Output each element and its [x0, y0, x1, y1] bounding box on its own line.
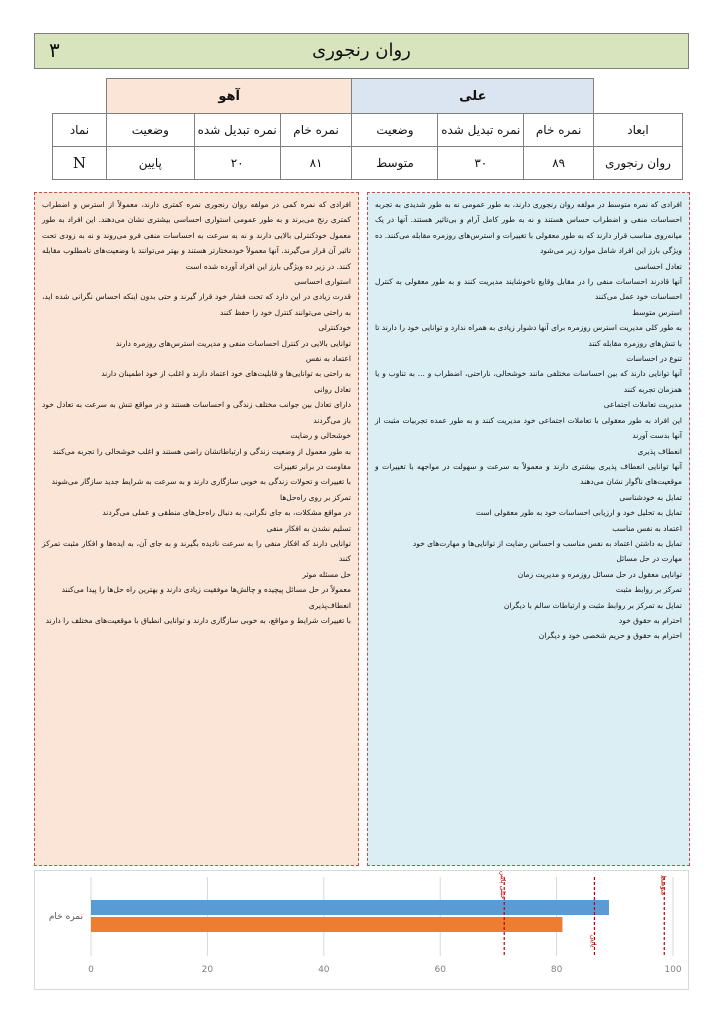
ali-status-cell: متوسط: [352, 147, 438, 180]
ali-paragraph: این افراد به طور معقولی با تعاملات اجتماعی خود مدیریت کنند و به طور عمده تجربیات مثبت از آنها بدست آورند: [375, 415, 682, 441]
ahoo-raw-cell: ۸۱: [280, 147, 352, 180]
ahoo-paragraph: به طور معمول از وضعیت زندگی و ارتباطاتشان راضی هستند و اغلب خوشحالی را تجربه می‌کنند: [52, 446, 351, 456]
ahoo-paragraph: در مواقع مشکلات، به جای نگرانی، به دنبال راه‌حل‌های منطقی و عملی می‌گردند: [102, 508, 351, 518]
ali-paragraph: تمایل به تمرکز بر روابط مثبت و ارتباطات سالم با دیگران: [503, 600, 682, 610]
ahoo-paragraph: تسلیم نشدن به افکار منفی: [266, 523, 351, 533]
ali-paragraph: تعادل احساسی: [634, 261, 682, 271]
score-chart: [34, 870, 689, 990]
ahoo-paragraph: مقاومت در برابر تغییرات: [273, 461, 351, 471]
person-header-ahoo: آهو: [106, 79, 352, 114]
column-header-ali-raw: نمره خام: [524, 114, 594, 147]
ali-paragraph: استرس متوسط: [632, 307, 682, 317]
ahoo-paragraph: به راحتی به توانایی‌ها و قابلیت‌های خود اعتماد دارند و اغلب از خود اطمینان دارند: [101, 369, 351, 379]
symbol-cell: N: [53, 147, 107, 180]
ahoo-paragraph: تمرکز بر روی راه‌حل‌ها: [280, 492, 351, 502]
ali-paragraph: توانایی معقول در حل مسائل روزمره و مدیریت زمان: [517, 569, 682, 579]
ali-converted-cell: ۳۰: [438, 147, 524, 180]
person-header-ali: علی: [352, 79, 594, 114]
ahoo-paragraph: قدرت زیادی در این دارد که تحت فشار خود قرار گیرند و حتی بدون اینکه احساس نگرانی شده اید، به راحتی می‌توانند کنترل خود را حفظ کنند: [42, 292, 351, 317]
column-header-ahoo-status: وضعیت: [106, 114, 194, 147]
bar: [91, 917, 562, 932]
ahoo-paragraph: تعادل روانی: [314, 384, 351, 394]
ali-paragraph: تنوع در احساسات: [626, 354, 682, 364]
reference-line-label: خیلی پایین: [499, 871, 508, 900]
score-table: [52, 78, 683, 180]
ahoo-paragraph: اعتماد به نفس: [305, 354, 351, 364]
ali-paragraph: آنها قادرند احساسات منفی را در مقابل وقایع ناخوشایند مدیریت کنند و به طور معقولی به کنترل احساسات خود عمل می‌کنند: [375, 277, 682, 302]
ali-paragraph: تمایل به داشتن اعتماد به نفس مناسب و احساس رضایت از توانایی‌ها و مهارت‌های خود: [412, 538, 682, 548]
ali-paragraph: احترام به حقوق و حریم شخصی خود و دیگران: [538, 631, 682, 641]
page-title: روان رنجوری: [312, 40, 411, 61]
x-tick-label: 80: [550, 965, 563, 975]
column-header-symbol: نماد: [53, 114, 107, 147]
x-tick-label: 20: [201, 965, 214, 975]
ali-description-panel: [367, 192, 690, 866]
ahoo-paragraph: توانایی دارند که افکار منفی را به سرعت نادیده بگیرند و به جای آن، به ایده‌ها و افکار مثبت تمرکز کنند: [42, 538, 351, 564]
ahoo-paragraph: افرادی که نمره کمی در مولفه روان رنجوری نمره کمتری دارند، معمولاً از استرس و اضطراب کمتری رنج می‌برند و به طور عمومی استواری احساسی بیشتری نشان می‌دهند. این افراد به طور معمول خودکنترلی بالایی دارند و نه به سرعت به احساسات منفی فرو می‌روند و نه به زودی تحت تاثیر آن قرار می‌گیرند. آنها معمولاً خودمختارتر هستند و بهتر می‌توانند با وضعیت‌های نامطلوب مقابله کنند. در زیر ده ویژگی بارز این افراد آورده شده است: [42, 200, 351, 271]
ahoo-paragraph: توانایی بالایی در کنترل احساسات منفی و مدیریت استرس‌های روزمره دارند: [115, 338, 351, 348]
chart-svg: [35, 871, 690, 991]
table-row: [53, 147, 683, 180]
ali-paragraph: تمایل به تحلیل خود و ارزیابی احساسات خود به طور معقولی است: [476, 508, 682, 518]
column-header-ali-status: وضعیت: [352, 114, 438, 147]
ahoo-paragraph: معمولاً در حل مسائل پیچیده و چالش‌ها موفقیت زیادی دارند و بهترین راه حل‌ها را پیدا می‌کنند: [61, 585, 351, 595]
dimension-cell: روان رنجوری: [594, 147, 683, 180]
ahoo-paragraph: حل مسئله موثر: [302, 569, 351, 579]
ahoo-paragraph: استواری احساسی: [294, 277, 351, 287]
ahoo-paragraph: انعطاف‌پذیری: [308, 600, 351, 610]
ali-paragraph: مهارت در حل مسائل: [616, 554, 682, 564]
reference-line-label: متوسط: [659, 874, 668, 896]
x-tick-label: 60: [434, 965, 446, 975]
bar: [91, 900, 609, 915]
ali-paragraph: مدیریت تعاملات اجتماعی: [603, 400, 682, 410]
x-tick-label: 0: [88, 965, 94, 975]
ali-raw-cell: ۸۹: [524, 147, 594, 180]
ali-paragraph: تمرکز بر روابط مثبت: [615, 585, 682, 595]
ali-paragraph: آنها توانایی دارند که بین احساسات مختلفی مانند خوشحالی، ناراحتی، اضطراب و ... به تناوب و یا همزمان تجربه کنند: [375, 369, 682, 394]
column-header-ali-converted: نمره تبدیل شده: [438, 114, 524, 147]
ali-paragraph: آنها توانایی انعطاف پذیری بیشتری دارند و معمولاً به سرعت و سهولت در مواجهه با تغییرات و موقعیت‌های ناگوار نشان می‌دهند: [375, 461, 682, 487]
column-header-ahoo-converted: نمره تبدیل شده: [194, 114, 280, 147]
column-header-dimension: ابعاد: [594, 114, 683, 147]
ali-paragraph: انعطاف پذیری: [637, 446, 682, 456]
category-label: نمره خام: [48, 912, 83, 922]
ali-paragraph: اعتماد به نفس مناسب: [612, 523, 682, 533]
ali-paragraph: به طور کلی مدیریت استرس روزمره برای آنها دشوار زیادی به همراه ندارد و توانایی خود را دارند تا با تنش‌های روزمره مقابله کنند: [375, 323, 682, 348]
ali-paragraph: افرادی که نمره متوسط در مولفه روان رنجوری دارند، به طور عمومی نه به طور شدیدی به تجربه احساسات منفی و اضطراب حساس هستند و نه به طور کامل آرام و بی‌تاثیر هستند. آنها در یک میانه‌روی مناسب قرار دارند که به طور معقولی با تغییرات و استرس‌های روزمره مقابله می‌کنند. ده ویژگی بارز این افراد شامل موارد زیر می‌شود: [375, 200, 682, 256]
x-tick-label: 40: [318, 965, 330, 975]
ali-paragraph: احترام به حقوق خود: [618, 615, 682, 625]
ahoo-paragraph: خودکنترلی: [318, 323, 351, 333]
page-number: ۳: [49, 38, 60, 62]
title-bar: [34, 33, 689, 69]
reference-line-label: پایین: [589, 934, 598, 948]
ahoo-paragraph: دارای تعادل بین جوانب مختلف زندگی و احساسات هستند و در مواقع تنش به سرعت به تعادل خود باز می‌گردند: [42, 400, 351, 425]
column-header-ahoo-raw: نمره خام: [280, 114, 352, 147]
x-tick-label: 100: [664, 965, 682, 975]
ahoo-paragraph: خوشحالی و رضایت: [290, 431, 351, 441]
ahoo-status-cell: پایین: [106, 147, 194, 180]
ahoo-description-panel: [34, 192, 359, 866]
ahoo-paragraph: با تغییرات شرایط و مواقع، به خوبی سازگاری دارند و توانایی انطباق با موقعیت‌های مختلف را دارند: [45, 615, 351, 625]
ahoo-paragraph: با تغییرات و تحولات زندگی به خوبی سازگاری دارند و به سرعت به شرایط جدید سازگار می‌شوند: [51, 477, 351, 487]
ali-paragraph: تمایل به خودشناسی: [619, 492, 682, 502]
ahoo-converted-cell: ۲۰: [194, 147, 280, 180]
